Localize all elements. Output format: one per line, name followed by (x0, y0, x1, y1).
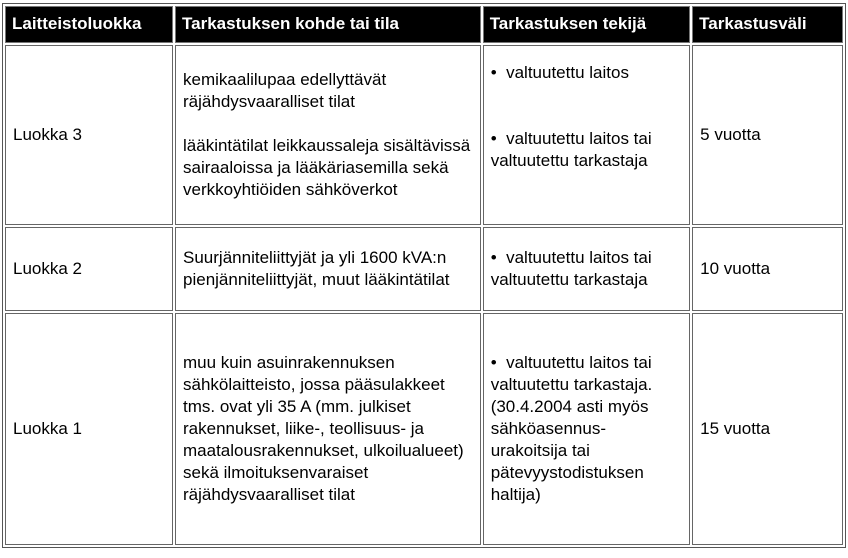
header-equipment-class: Laitteistoluokka (5, 6, 173, 43)
spacer (491, 84, 682, 128)
inspector-bullet: • valtuutettu laitos (491, 62, 682, 84)
spacer (183, 113, 473, 135)
target-cell: Suurjänniteliittyjät ja yli 1600 kVA:n pienjänniteliittyjät, muut lääkintätilat (175, 227, 481, 311)
target-cell (175, 45, 481, 225)
inspector-cell (483, 313, 690, 545)
inspector-bullet: • valtuutettu laitos tai valtuutettu tarkastaja. (30.4.2004 asti myös sähköasennus-urakoitsija tai pätevyystodistuksen haltija) (491, 352, 682, 506)
header-inspector: Tarkastuksen tekijä (483, 6, 690, 43)
target-cell: muu kuin asuinrakennuksen sähkölaitteisto, jossa pääsulakkeet tms. ovat yli 35 A (mm. julkiset rakennukset, liike-, teollisuus- ja maatalousrakennukset, ulkoilualueet) sekä ilmoituksenvaraiset räjähdysvaaralliset tilat (175, 313, 481, 545)
interval-cell: 10 vuotta (692, 227, 843, 311)
inspection-table (2, 3, 846, 548)
target-text: kemikaalilupaa edellyttävät räjähdysvaaralliset tilat (183, 70, 387, 111)
header-row (5, 6, 843, 43)
class-cell: Luokka 1 (5, 313, 173, 545)
interval-cell: 5 vuotta (692, 45, 843, 225)
interval-cell: 15 vuotta (692, 313, 843, 545)
header-interval: Tarkastusväli (692, 6, 843, 43)
inspector-bullet: • valtuutettu laitos tai valtuutettu tarkastaja (491, 247, 682, 291)
class-cell: Luokka 2 (5, 227, 173, 311)
table-row (5, 227, 843, 311)
target-text: lääkintätilat leikkaussaleja sisältävissä sairaaloissa ja lääkäriasemilla sekä verkkoyhtiöiden sähköverkot (183, 136, 471, 199)
inspector-cell (483, 45, 690, 225)
table-row (5, 45, 843, 225)
table-row (5, 313, 843, 545)
class-cell: Luokka 3 (5, 45, 173, 225)
inspector-bullet: • valtuutettu laitos tai valtuutettu tarkastaja (491, 128, 682, 172)
header-inspection-target: Tarkastuksen kohde tai tila (175, 6, 481, 43)
inspector-cell (483, 227, 690, 311)
